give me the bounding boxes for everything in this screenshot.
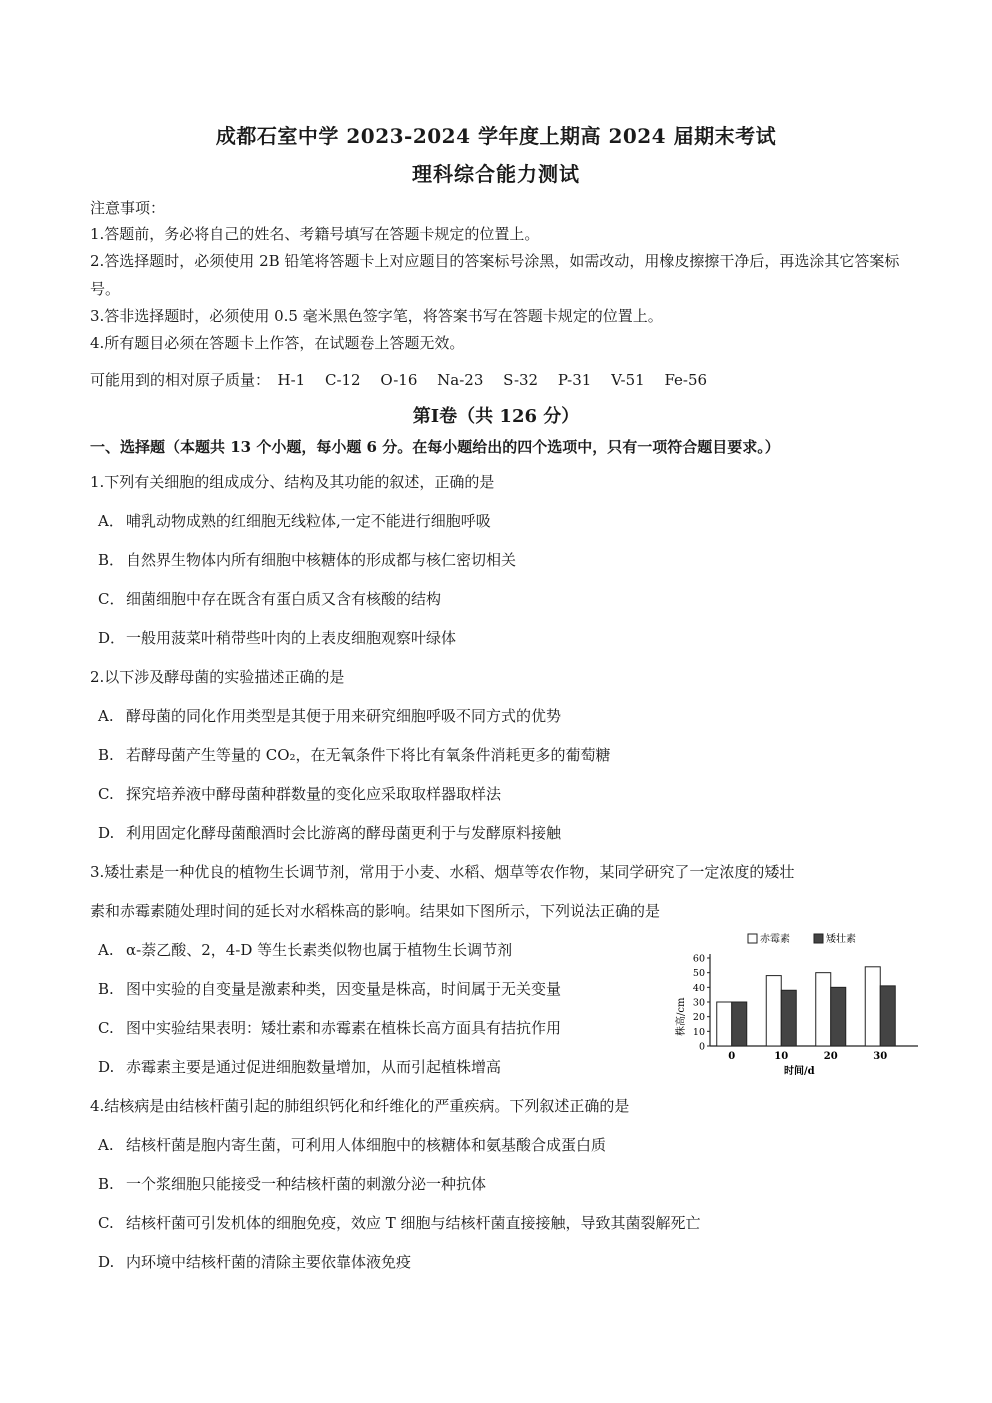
chart-x-tick-label: 30 [873,1051,888,1062]
chart-bar-gibberellin [816,973,831,1046]
question-2-option-c [98,784,501,804]
note-item-2: 2.答选择题时，必须使用 2B 铅笔将答题卡上对应题目的答案标号涂黑，如需改动，用橡皮擦擦干净后，再选涂其它答案标号。 [90,252,900,298]
question-3-option-b [98,979,561,999]
chart-y-tick-label: 50 [692,968,705,980]
section-title: 第Ⅰ卷（共 126 分） [412,406,580,427]
question-4-option-d [98,1252,411,1272]
question-2-stem: 2.以下涉及酵母菌的实验描述正确的是 [90,668,345,686]
chart-legend [748,932,856,945]
option-letter: D． [98,629,126,647]
question-1-option-d [98,628,456,648]
option-text: 探究培养液中酵母菌种群数量的变化应采取取样器取样法 [126,785,502,803]
note-item-3: 3.答非选择题时，必须使用 0.5 毫米黑色签字笔，将答案书写在答题卡规定的位置上。 [90,307,663,325]
option-letter: B. [98,980,114,998]
option-letter: C. [98,785,114,803]
note-item-1: 1.答题前，务必将自己的姓名、考籍号填写在答题卡规定的位置上。 [90,225,540,243]
question-2-option-d [98,823,561,843]
option-text: 内环境中结核杆菌的清除主要依靠体液免疫 [126,1253,412,1271]
option-letter: B. [98,746,114,764]
option-text: 一个浆细胞只能接受一种结核杆菌的刺激分泌一种抗体 [126,1175,487,1193]
chart-y-tick-label: 30 [692,997,705,1009]
question-3-stem-line-1: 3.矮壮素是一种优良的植物生长调节剂，常用于小麦、水稻、烟草等农作物，某同学研究了一定浓度的矮壮 [90,863,795,881]
legend-swatch-gibberellin [748,934,757,943]
chart-x-tick-label: 0 [728,1051,736,1062]
chart-bar-chlormequat [781,990,796,1046]
question-4-option-b [98,1174,486,1194]
legend-swatch-chlormequat [814,934,823,943]
option-letter: A. [98,1136,114,1154]
question-1-option-c [98,589,441,609]
option-letter: D. [98,824,115,842]
legend-label-gibberellin: 赤霉素 [760,934,790,945]
chart-y-tick-label: 0 [698,1041,705,1053]
option-letter: B. [98,1175,114,1193]
option-text: 赤霉素主要是通过促进细胞数量增加，从而引起植株增高 [126,1058,502,1076]
option-text: 结核杆菌是胞内寄生菌，可利用人体细胞中的核糖体和氨基酸合成蛋白质 [126,1136,607,1154]
chart-bar-gibberellin [717,1002,732,1046]
part-heading: 一、选择题（本题共 13 个小题，每小题 6 分。在每小题给出的四个选项中，只有一项符合题目要求。） [90,438,780,456]
option-text: 若酵母菌产生等量的 CO₂，在无氧条件下将比有氧条件消耗更多的葡萄糖 [126,746,611,764]
option-letter: A． [98,512,124,530]
question-4-stem: 4.结核病是由结核杆菌引起的肺组织钙化和纤维化的严重疾病。下列叙述正确的是 [90,1097,630,1115]
question-3-option-a [98,940,512,960]
chart-x-axis-label: 时间/d [784,1066,815,1077]
question-4-option-a [98,1135,606,1155]
chart-bar-chlormequat [732,1002,747,1046]
exam-title: 成都石室中学 2023-2024 学年度上期高 2024 届期末考试 [215,124,777,148]
legend-label-chlormequat: 矮壮素 [826,934,856,945]
chart-bar-chlormequat [831,987,846,1046]
option-text: 哺乳动物成熟的红细胞无线粒体,一定不能进行细胞呼吸 [126,512,491,530]
option-text: 结核杆菌可引发机体的细胞免疫，效应 T 细胞与结核杆菌直接接触，导致其菌裂解死亡 [126,1214,701,1232]
note-item-4: 4.所有题目必须在答题卡上作答，在试题卷上答题无效。 [90,334,465,352]
option-letter: C. [98,1214,114,1232]
question-3-option-d [98,1057,501,1077]
option-letter: A. [98,707,114,725]
exam-subtitle: 理科综合能力测试 [412,162,580,186]
chart-bar-chlormequat [880,986,895,1046]
option-letter: A. [98,941,114,959]
chart-bar-gibberellin [865,967,880,1046]
option-letter: D. [98,1253,115,1271]
question-1-option-a [98,511,491,531]
option-text: 图中实验结果表明：矮壮素和赤霉素在植株长高方面具有拮抗作用 [126,1019,562,1037]
option-text: 酵母菌的同化作用类型是其便于用来研究细胞呼吸不同方式的优势 [126,707,562,725]
option-letter: B． [98,551,125,569]
option-text: α-萘乙酸、2，4-D 等生长素类似物也属于植物生长调节剂 [126,941,513,959]
option-text: 利用固定化酵母菌酿酒时会比游离的酵母菌更利于与发酵原料接触 [126,824,562,842]
option-letter: C． [98,590,125,608]
chart-y-axis-label: 株高/cm [676,997,687,1036]
chart-bars [717,967,896,1046]
chart-y-tick-label: 60 [692,953,705,965]
chart-y-tick-label: 20 [692,1012,705,1024]
option-text: 细菌细胞中存在既含有蛋白质又含有核酸的结构 [126,590,442,608]
chart-bar-gibberellin [766,976,781,1046]
question-3-stem-line-2: 素和赤霉素随处理时间的延长对水稻株高的影响。结果如下图所示，下列说法正确的是 [90,902,661,920]
option-text: 图中实验的自变量是激素种类，因变量是株高，时间属于无关变量 [126,980,562,998]
question-2-option-b [98,745,611,765]
question-3-option-c [98,1018,561,1038]
plant-height-bar-chart [668,928,928,1080]
option-letter: D. [98,1058,115,1076]
option-letter: C. [98,1019,114,1037]
chart-y-tick-label: 40 [692,982,705,994]
option-text: 一般用菠菜叶稍带些叶肉的上表皮细胞观察叶绿体 [126,629,457,647]
question-2-option-a [98,706,561,726]
option-text: 自然界生物体内所有细胞中核糖体的形成都与核仁密切相关 [126,551,517,569]
question-1-option-b [98,550,516,570]
chart-x-tick-label: 20 [823,1051,838,1062]
question-1-stem: 1.下列有关细胞的组成成分、结构及其功能的叙述，正确的是 [90,473,495,491]
atomic-masses: 可能用到的相对原子质量： H-1 C-12 O-16 Na-23 S-32 P-31 V-51 Fe-56 [90,371,708,389]
notes-heading: 注意事项： [90,199,166,217]
chart-y-tick-label: 10 [692,1026,705,1038]
chart-x-tick-label: 10 [774,1051,789,1062]
question-4-option-c [98,1213,701,1233]
